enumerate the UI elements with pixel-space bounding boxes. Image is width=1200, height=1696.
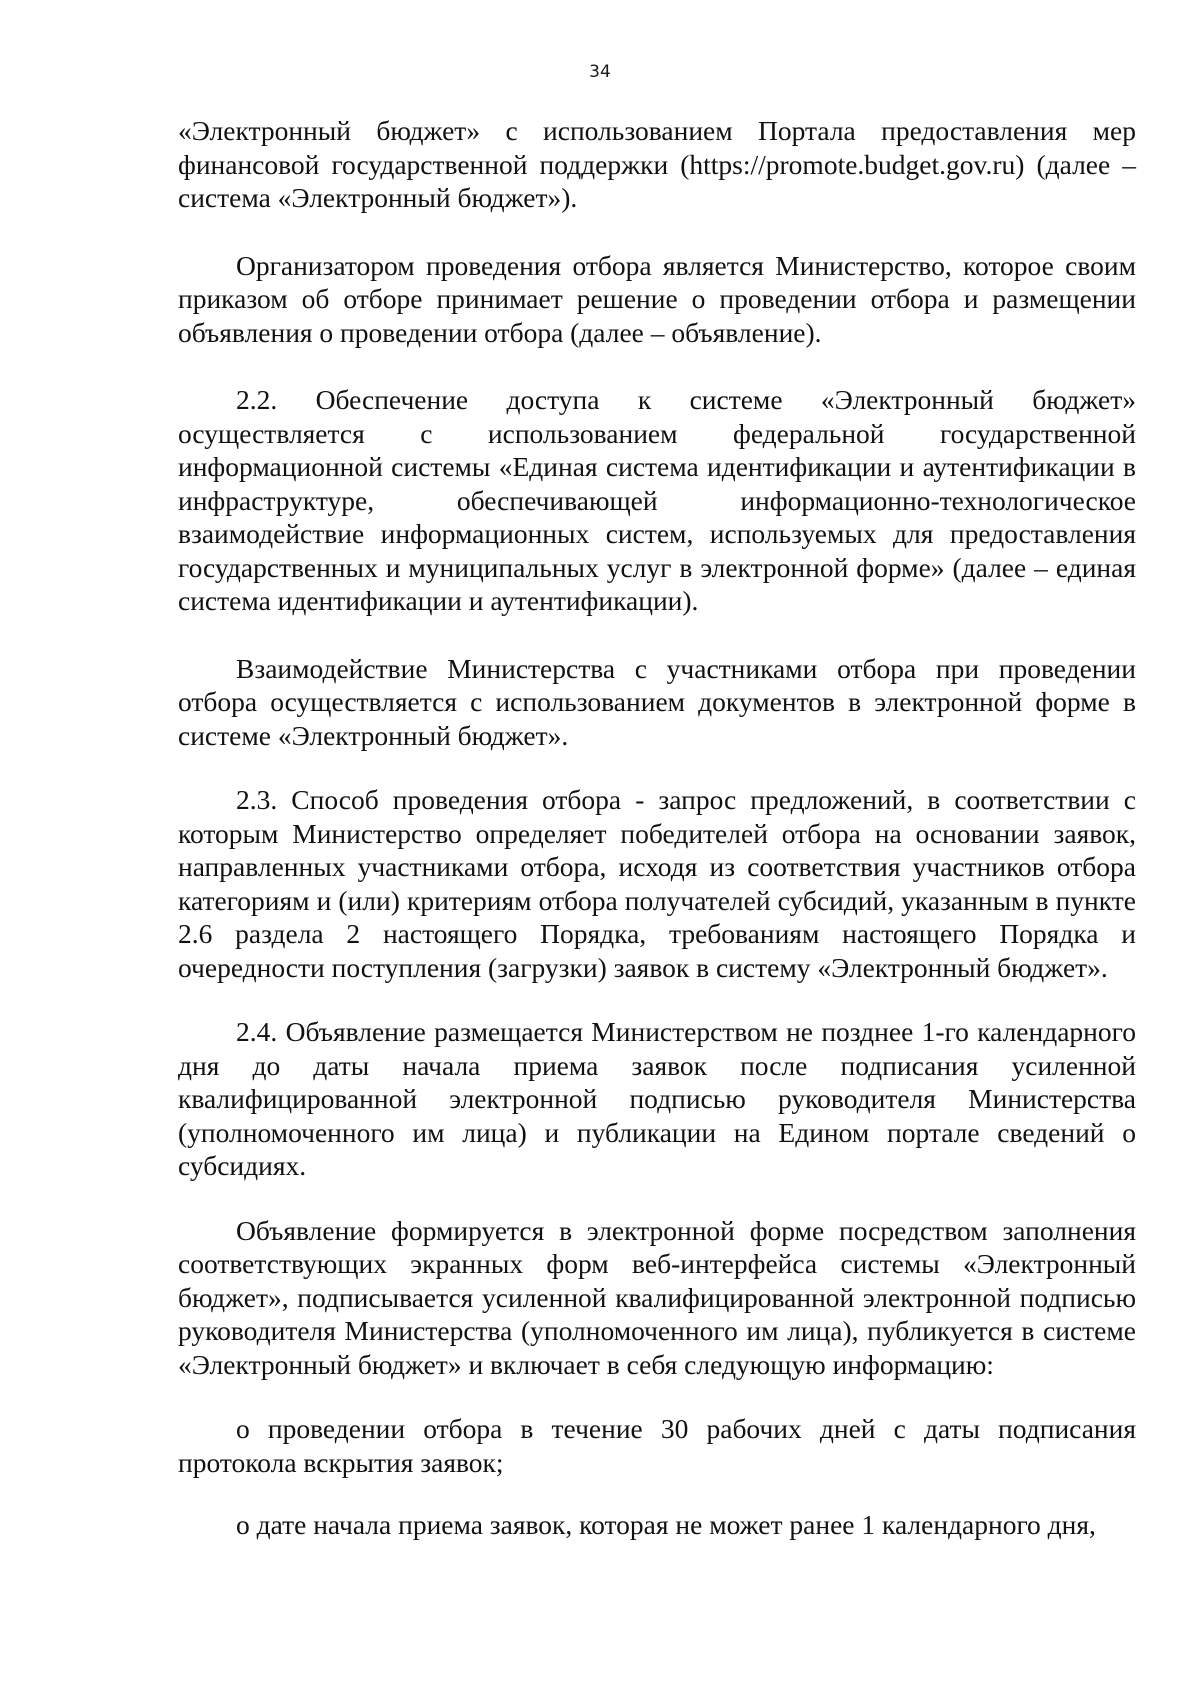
paragraph-2-2-access: 2.2. Обеспечение доступа к системе «Электронный бюджет» осуществляется с использованием федеральной государственной информационной системы «Единая система идентификации и аутентификации в инфраструктуре, обеспечивающей информационно-технологическое взаимодействие информационных систем, используемых для предоставления государственных и муниципальных услуг в электронной форме» (далее – единая система идентификации и аутентификации). xyxy=(178,384,1136,616)
page-number: 34 xyxy=(589,62,611,82)
paragraph-2-4-announcement: 2.4. Объявление размещается Министерством не позднее 1-го календарного дня до даты начала приема заявок после подписания усиленной квалифицированной электронной подписью руководителя Министерства (уполномоченного им лица) и публикации на Едином портале сведений о субсидиях. xyxy=(178,1016,1136,1181)
paragraph-list-item-term: о проведении отбора в течение 30 рабочих дней с даты подписания протокола вскрытия заявок; xyxy=(178,1413,1136,1478)
paragraph-organizer: Организатором проведения отбора является Министерство, которое своим приказом об отборе принимает решение о проведении отбора и размещении объявления о проведении отбора (далее – объявление). xyxy=(178,249,1136,348)
paragraph-list-item-start-date: о дате начала приема заявок, которая не может ранее 1 календарного дня, xyxy=(236,1509,1096,1540)
paragraph-2-3-method: 2.3. Способ проведения отбора - запрос предложений, в соответствии с которым Министерство определяет победителей отбора на основании заявок, направленных участниками отбора, исходя из соответствия участников отбора категориям и (или) критериям отбора получателей субсидий, указанным в пункте 2.6 раздела 2 настоящего Порядка, требованиям настоящего Порядка и очередности поступления (загрузки) заявок в систему «Электронный бюджет». xyxy=(178,784,1136,983)
paragraph-interaction: Взаимодействие Министерства с участниками отбора при проведении отбора осуществляется с использованием документов в электронной форме в системе «Электронный бюджет». xyxy=(178,652,1136,751)
paragraph-announcement-content: Объявление формируется в электронной форме посредством заполнения соответствующих экранных форм веб-интерфейса системы «Электронный бюджет», подписывается усиленной квалифицированной электронной подписью руководителя Министерства (уполномоченного им лица), публикуется в системе «Электронный бюджет» и включает в себя следующую информацию: xyxy=(178,1214,1136,1380)
document-body xyxy=(178,114,1136,1542)
paragraph-system-definition: «Электронный бюджет» с использованием Портала предоставления мер финансовой государственной поддержки (https://promote.budget.gov.ru) (далее – система «Электронный бюджет»). xyxy=(178,115,1136,213)
